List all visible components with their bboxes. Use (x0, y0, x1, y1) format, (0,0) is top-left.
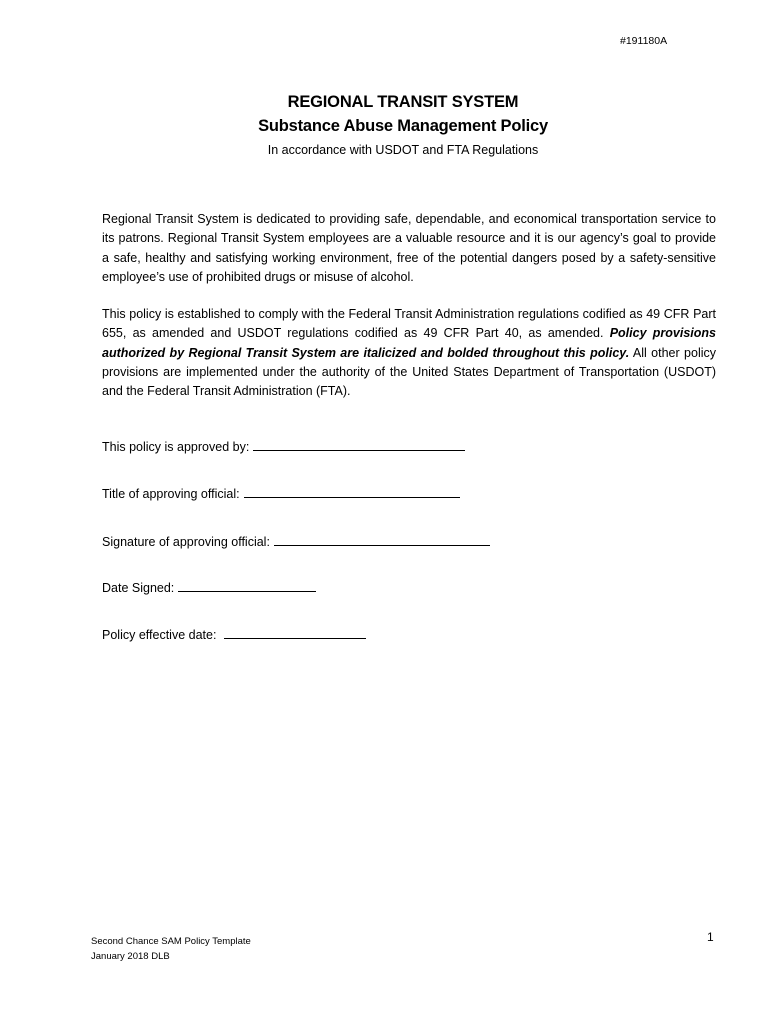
approved-by-label: This policy is approved by: (102, 440, 250, 454)
title-official-label: Title of approving official: (102, 487, 240, 501)
document-title: REGIONAL TRANSIT SYSTEM (287, 93, 519, 111)
signature-label: Signature of approving official: (102, 535, 270, 549)
approved-by-blank[interactable] (253, 437, 465, 451)
date-signed-field (102, 578, 316, 597)
intro-paragraph: Regional Transit System is dedicated to providing safe, dependable, and economical transportation service to its patrons. Regional Transit System employees are a valuable resource and it is our agency’s goal to provide a safe, healthy and satisfying working environment, free of the potential dangers posed by a safety-sensitive employee’s use of prohibited drugs or misuse of alcohol. (102, 212, 716, 284)
compliance-text-2: All other policy provisions are implemented under the authority of the United States Department of Transportation (USDOT) and the Federal Transit Administration (FTA). (102, 345, 716, 399)
date-signed-label: Date Signed: (102, 581, 175, 595)
signature-field (102, 532, 490, 551)
compliance-paragraph (102, 305, 716, 401)
footer-date: January 2018 DLB (91, 951, 170, 962)
title-official-blank[interactable] (244, 484, 460, 498)
date-signed-blank[interactable] (178, 578, 316, 592)
approved-by-field (102, 437, 465, 456)
effective-date-field (102, 625, 366, 644)
title-block (0, 90, 770, 160)
title-official-field (102, 484, 460, 503)
compliance-emphasis: Policy provisions authorized by Regional Transit System are italicized and bolded throughout this policy. (102, 326, 716, 360)
signature-blank[interactable] (274, 532, 490, 546)
regulation-note: In accordance with USDOT and FTA Regulations (267, 143, 539, 157)
document-subtitle: Substance Abuse Management Policy (258, 117, 548, 135)
footer (91, 934, 251, 964)
effective-date-blank[interactable] (224, 625, 366, 639)
compliance-text-1: This policy is established to comply with the Federal Transit Administration regulations codified as 49 CFR Part 655, as amended and USDOT regulations codified as 49 CFR Part 40, as amended. (102, 307, 716, 341)
document-id: #191180A (620, 35, 668, 47)
effective-date-label: Policy effective date: (102, 628, 217, 642)
page-number: 1 (707, 930, 714, 944)
footer-template-name: Second Chance SAM Policy Template (91, 936, 251, 947)
